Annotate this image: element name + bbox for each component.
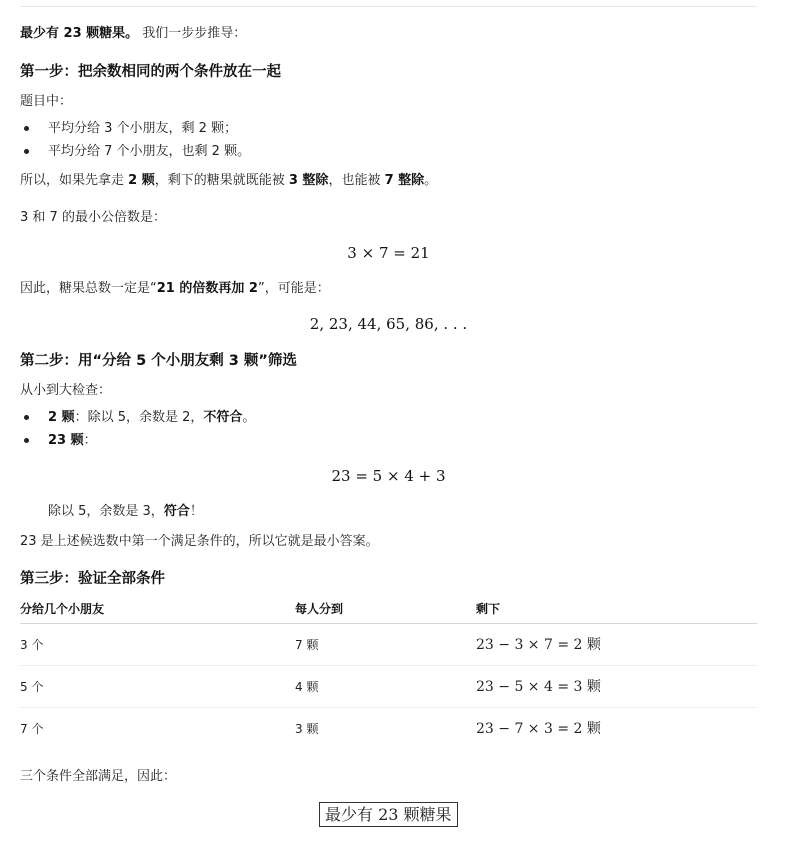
bold-span: 2 颗 [48,410,75,425]
step2-title: 第二步：用“分给 5 个小朋友剩 3 颗”筛选 [20,353,297,369]
table-cell: 4 颗 [295,680,319,694]
lcm-lead: 3 和 7 的最小公倍数是： [20,210,166,225]
table-cell: 7 个 [20,722,44,736]
bold-span: 3 整除 [288,173,329,188]
text-span: 所以，如果先拿走 [20,173,129,188]
text-span: ”，可能是： [257,281,330,296]
bullet-icon [24,149,29,154]
candidate-sequence: 2, 23, 44, 65, 86, . . . [309,315,468,333]
top-divider [20,6,757,7]
bold-span: 7 整除 [384,173,425,188]
step3-title: 第三步：验证全部条件 [20,571,165,587]
step2-item-1 [48,409,255,427]
step1-bullet-1: 平均分给 3 个小朋友，剩 2 颗； [48,121,238,136]
intro-paragraph [20,25,246,43]
table-cell: 23 − 5 × 4 = 3 颗 [476,679,601,695]
table-cell: 3 个 [20,638,44,652]
table-cell: 5 个 [20,680,44,694]
bold-span: 符合 [163,504,190,519]
bold-span: 21 的倍数再加 2 [156,281,258,296]
table-cell: 3 颗 [295,722,319,736]
step1-bullet-2: 平均分给 7 个小朋友，也剩 2 颗。 [48,144,251,159]
text-span: ，也能被 [328,173,385,188]
bullet-icon [24,126,29,131]
step2-item-2 [48,432,97,450]
table-cell: 23 − 7 × 3 = 2 颗 [476,721,601,737]
step1-paragraph-2 [20,280,330,298]
step3-heading [20,570,165,588]
equation-lcm: 3 × 7 = 21 [347,244,430,262]
text-span: ！ [189,504,203,519]
text-span: 。 [242,410,256,425]
text-span: 。 [424,173,438,188]
text-span: 因此，糖果总数一定是“ [20,281,157,296]
table-cell: 7 颗 [295,638,319,652]
bold-span: 不符合 [203,410,243,425]
text-span: 除以 5，余数是 3， [48,504,164,519]
intro-text: 我们一步步推导： [138,26,247,41]
final-answer-box: 最少有 23 颗糖果 [319,802,458,827]
column-header: 每人分到 [295,602,344,616]
text-span: ，剩下的糖果就既能被 [154,173,289,188]
intro-bold: 最少有 23 颗糖果。 [20,26,139,41]
final-lead: 三个条件全部满足，因此： [20,769,177,784]
table-header [20,598,757,624]
text-span: ：除以 5，余数是 2， [74,410,204,425]
step1-heading [20,63,281,81]
step2-conclusion: 23 是上述候选数中第一个满足条件的，所以它就是最小答案。 [20,534,379,549]
step2-heading [20,352,297,370]
table-row [20,624,757,666]
table-row [20,666,757,708]
step1-paragraph-1 [20,172,437,190]
bullet-icon [24,415,29,420]
bold-span: 23 颗 [48,433,84,448]
column-header: 剩下 [476,602,501,616]
text-span: ： [83,433,97,448]
step2-note [48,503,203,521]
column-header: 分给几个小朋友 [20,602,105,616]
bullet-icon [24,438,29,443]
equation-division: 23 = 5 × 4 + 3 [331,467,446,485]
table-row [20,708,757,749]
bold-span: 2 颗 [128,173,155,188]
table-cell: 23 − 3 × 7 = 2 颗 [476,637,601,653]
step1-title: 第一步：把余数相同的两个条件放在一起 [20,64,281,80]
step2-lead: 从小到大检查： [20,383,112,398]
step1-lead: 题目中： [20,94,73,109]
verification-table [20,598,757,749]
